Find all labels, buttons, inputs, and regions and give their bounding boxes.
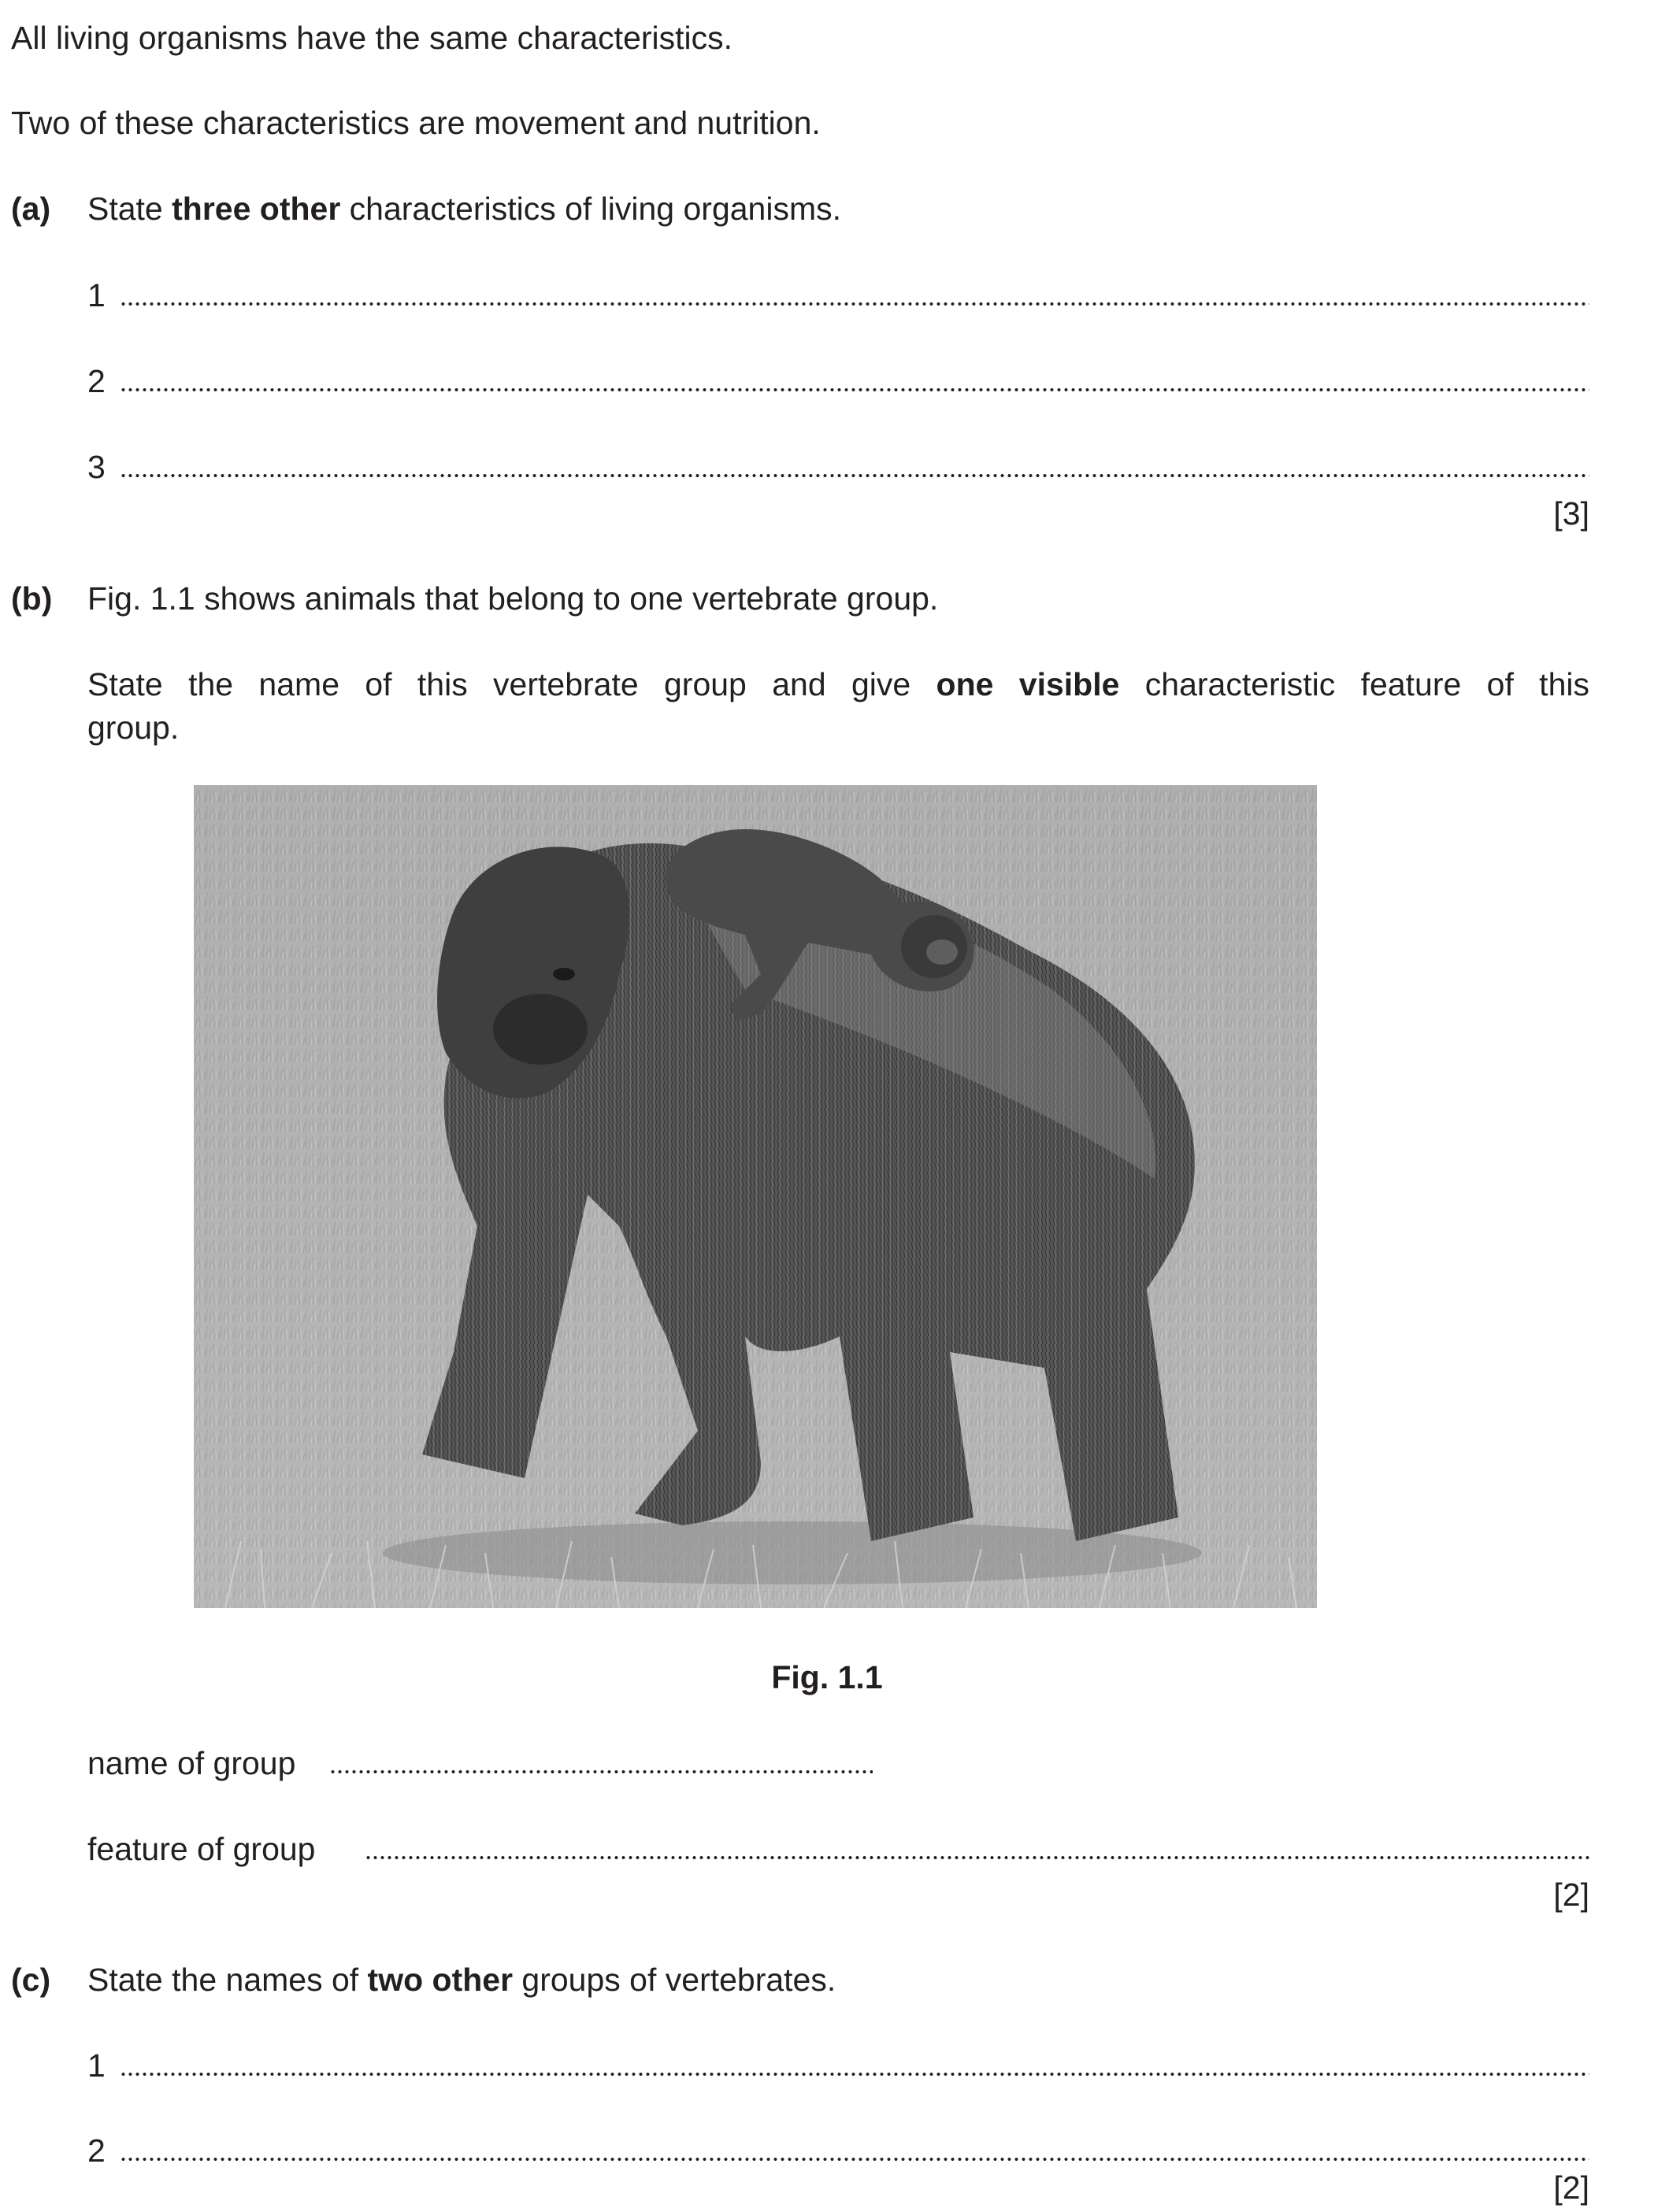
part-b-prompt-2-bold: one visible — [936, 666, 1120, 702]
feature-of-group-answer-line[interactable] — [365, 1855, 1589, 1860]
feature-of-group-label: feature of group — [87, 1831, 316, 1867]
part-c-prompt-pre: State the names of — [87, 1962, 368, 1998]
part-a-answer-number-1: 1 — [87, 277, 106, 313]
part-a-marks: [3] — [1553, 495, 1589, 532]
name-of-group-label: name of group — [87, 1745, 296, 1781]
part-a-prompt-bold: three other — [172, 191, 341, 227]
figure-caption: Fig. 1.1 — [771, 1659, 883, 1695]
part-a-answer-line-3[interactable] — [120, 473, 1589, 478]
part-a-prompt — [87, 193, 841, 225]
part-b-prompt-2-cont: group. — [87, 710, 180, 746]
intro-line-2: Two of these characteristics are movement and nutrition. — [11, 105, 821, 141]
part-a-prompt-post: characteristics of living organisms. — [340, 191, 842, 227]
part-a-answer-number-3: 3 — [87, 449, 106, 485]
part-c-prompt-post: groups of vertebrates. — [513, 1962, 836, 1998]
part-b-prompt-2-post: characteristic feature of this — [1119, 666, 1589, 702]
part-b-marks: [2] — [1553, 1877, 1589, 1913]
part-b-prompt-1: Fig. 1.1 shows animals that belong to one vertebrate group. — [87, 580, 939, 617]
part-a-answer-line-1[interactable] — [120, 302, 1589, 306]
intro-line-1: All living organisms have the same characteristics. — [11, 20, 733, 56]
part-c-prompt — [87, 1964, 836, 1996]
part-c-marks: [2] — [1553, 2169, 1589, 2206]
part-c-answer-line-1[interactable] — [120, 2072, 1589, 2077]
part-c-answer-number-1: 1 — [87, 2047, 106, 2084]
part-c-answer-line-2[interactable] — [120, 2157, 1589, 2162]
name-of-group-answer-line[interactable] — [329, 1769, 873, 1774]
part-c-prompt-bold: two other — [367, 1962, 514, 1998]
part-b-prompt-2-pre: State the name of this vertebrate group and give — [87, 666, 936, 702]
part-c-label: (c) — [11, 1962, 51, 1998]
part-a-answer-number-2: 2 — [87, 363, 106, 399]
part-a-prompt-pre: State — [87, 191, 172, 227]
part-c-answer-number-2: 2 — [87, 2132, 106, 2169]
gorilla-photo — [194, 785, 1317, 1608]
part-b-prompt-2 — [87, 666, 1589, 702]
part-b-label: (b) — [11, 580, 53, 617]
part-a-label: (a) — [11, 191, 51, 227]
part-a-answer-line-2[interactable] — [120, 387, 1589, 392]
